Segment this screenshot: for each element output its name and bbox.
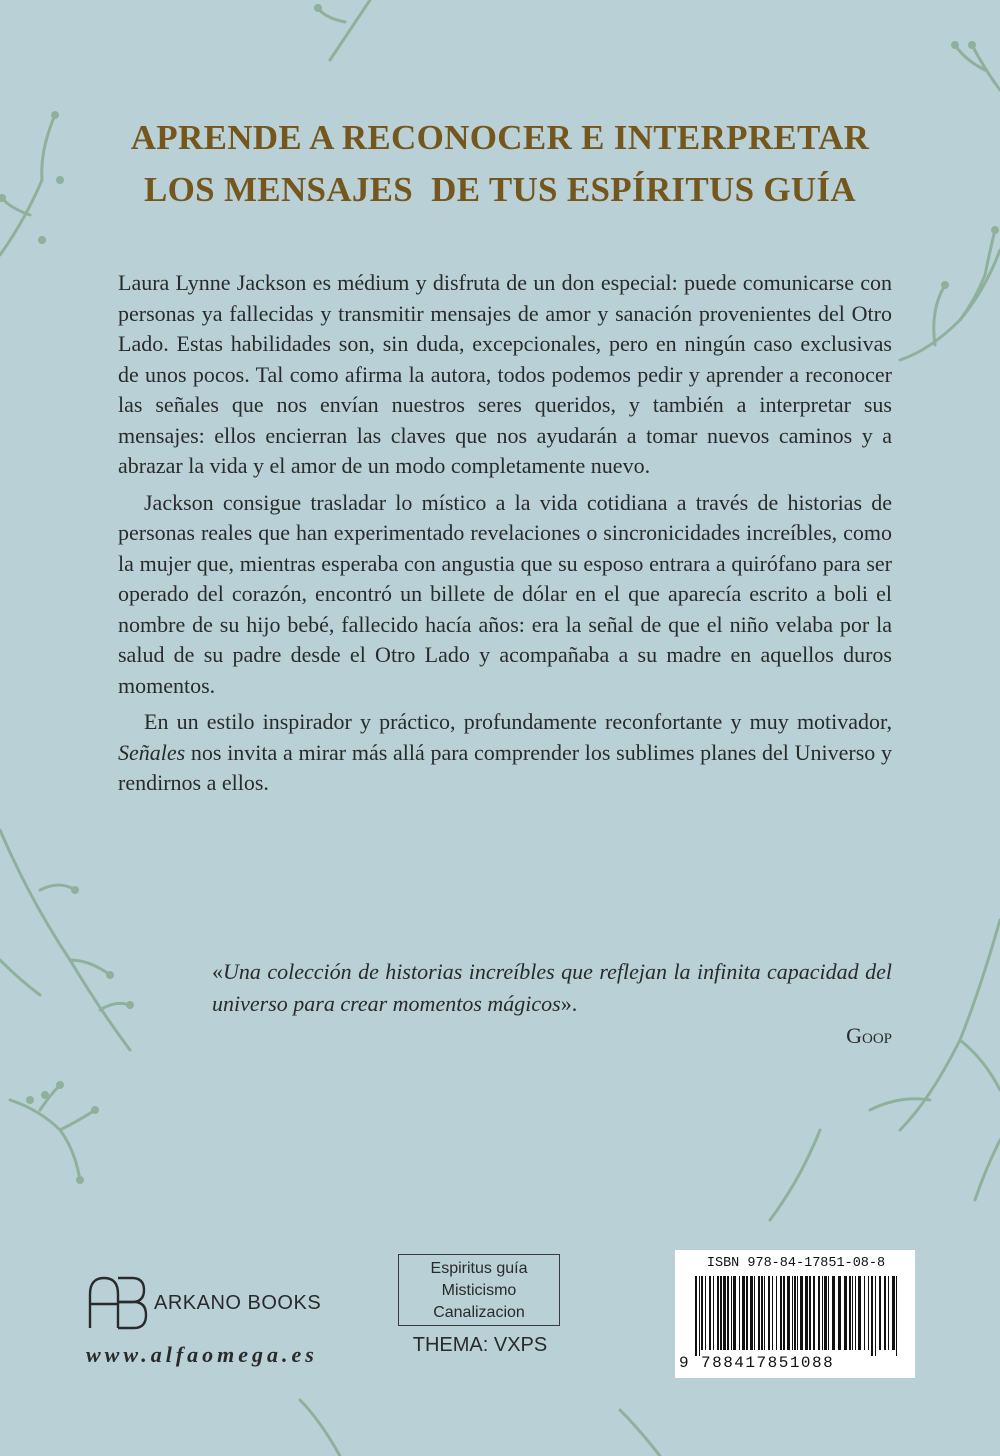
quote-attribution: Goop (846, 1023, 892, 1048)
barcode-bar (824, 1276, 827, 1350)
barcode-bar (797, 1276, 798, 1350)
barcode-bar (783, 1276, 785, 1350)
barcode-bar (717, 1276, 719, 1350)
barcode-bar (709, 1276, 711, 1350)
barcode-bar (844, 1276, 847, 1350)
barcode-bar (805, 1276, 808, 1350)
quote-text: Una colección de historias increíbles que reflejan la infinita capacidad del universo para crear momentos mágicos (212, 959, 892, 1016)
barcode-bar (868, 1276, 869, 1350)
headline (0, 112, 1000, 216)
subject-item: Misticismo (441, 1282, 517, 1299)
book-title: Señales (118, 739, 186, 765)
isbn-barcode (675, 1250, 915, 1378)
barcode-bar (739, 1276, 740, 1350)
isbn-label: ISBN 978-84-17851-08-8 (706, 1256, 886, 1271)
barcode-bar (800, 1276, 803, 1350)
barcode-bar (761, 1276, 763, 1350)
barcode-bar (742, 1276, 745, 1350)
barcode-bar (746, 1276, 748, 1350)
ean-first-digit: 9 (679, 1354, 689, 1372)
quote-open-mark: « (212, 959, 223, 984)
barcode-bar (733, 1276, 736, 1350)
subject-item: Canalizacion (433, 1304, 525, 1321)
barcode-bar (871, 1276, 873, 1356)
barcode-bar (705, 1276, 706, 1350)
barcode-bar (701, 1276, 703, 1350)
barcode-bar (809, 1276, 811, 1350)
barcode-bar (884, 1276, 886, 1350)
publisher-name: ARKANO BOOKS (154, 1292, 322, 1314)
barcode-bar (754, 1276, 755, 1350)
barcode-bar (792, 1276, 793, 1350)
barcode-bar (731, 1276, 732, 1350)
barcode-bar (828, 1276, 829, 1350)
publisher-website: www.alfaomega.es (86, 1342, 318, 1367)
barcode-bar (720, 1276, 722, 1350)
barcode-bar (896, 1276, 897, 1356)
barcode-bar (794, 1276, 796, 1350)
synopsis-paragraph-3 (118, 707, 892, 799)
barcode-bar (875, 1276, 876, 1356)
barcode-bar (864, 1276, 865, 1350)
subject-item: Espiritus guía (430, 1260, 528, 1277)
paragraph-3-start: En un estilo inspirador y práctico, profundamente reconfortante y muy motivador, (144, 709, 892, 734)
arkano-logo-icon (86, 1272, 150, 1332)
barcode-bar (832, 1276, 835, 1350)
barcode-bar (838, 1276, 841, 1350)
quote-close-mark: ». (560, 991, 578, 1016)
barcode-bar (780, 1276, 782, 1350)
barcode-bar (727, 1276, 729, 1350)
review-quote (212, 956, 892, 1052)
synopsis (118, 268, 892, 799)
barcode-bar (822, 1276, 823, 1350)
barcode-bar (750, 1276, 753, 1350)
barcode-bar (713, 1276, 714, 1350)
barcode-bar (849, 1276, 851, 1350)
synopsis-paragraph-1: Laura Lynne Jackson es médium y disfruta de un don especial: puede comunicarse con personas ya fallecidas y transmitir mensajes de amor y sanación provenientes del Otro Lado. Estas habilidades son, sin duda, excepcionales, pero en ningún caso exclusivas de unos pocos. Tal como afirma la autora, todos podemos pedir y aprender a reconocer las señales que nos envían nuestros seres queridos, y también a interpretar sus mensajes: ellos encierran las claves que nos ayudarán a tomar nuevos caminos y a abrazar la vida y el amor de un modo completamente nuevo. (118, 270, 892, 478)
barcode-bar (695, 1276, 697, 1356)
barcode-bar (723, 1276, 726, 1350)
thema-code: THEMA: VXPS (412, 1334, 548, 1356)
barcode-bar (764, 1276, 765, 1350)
subject-box (398, 1254, 560, 1326)
headline-line-1: APRENDE A RECONOCER E INTERPRETAR (130, 118, 870, 157)
barcode-bar (818, 1276, 820, 1350)
barcode-bar (787, 1276, 790, 1350)
barcode-bar (699, 1276, 700, 1356)
barcode-bar (855, 1276, 856, 1350)
barcode-bar (772, 1276, 773, 1350)
barcode-bar (758, 1276, 760, 1350)
barcode-bar (852, 1276, 853, 1350)
barcode-bar (858, 1276, 861, 1350)
headline-line-2: LOS MENSAJES DE TUS ESPÍRITUS GUÍA (143, 170, 856, 209)
barcode-bar (888, 1276, 889, 1350)
ean-digits: 788417851088 (701, 1354, 835, 1372)
paragraph-3-end: nos invita a mirar más allá para comprender los sublimes planes del Universo y rendirnos a ellos. (118, 739, 892, 795)
barcode-bar (768, 1276, 770, 1350)
barcode-bar (879, 1276, 881, 1350)
barcode-bar (776, 1276, 777, 1350)
barcode-bar (813, 1276, 815, 1350)
synopsis-paragraph-2: Jackson consigue trasladar lo místico a la vida cotidiana a través de historias de personas reales que han experimentado revelaciones o sincronicidades increíbles, como la mujer que, mientras esperaba con angustia que su esposo entrara a quirófano para ser operado del corazón, encontró un billete de dólar en el que aparecía escrito a boli el nombre de su hijo bebé, fallecido hacía años: era la señal de que el niño velaba por la salud de su padre desde el Otro Lado y acompañaba a su madre en aquellos duros momentos. (118, 489, 892, 698)
barcode-bar (892, 1276, 895, 1350)
